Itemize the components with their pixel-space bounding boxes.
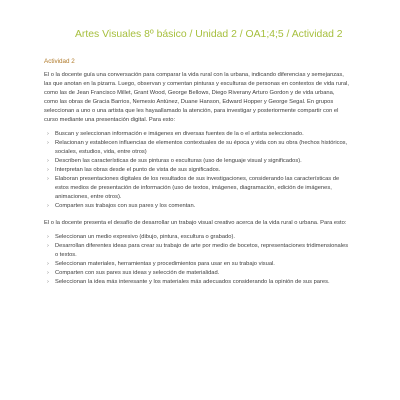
chevron-right-icon: › — [47, 176, 49, 183]
list-item — [44, 278, 350, 287]
list-item — [44, 157, 350, 166]
list-item — [44, 269, 350, 278]
list-item-text: Seleccionan la idea más interesante y los materiales más adecuados considerando la opinión de sus pares. — [55, 278, 330, 285]
chevron-right-icon: › — [47, 260, 49, 267]
list-item-text: Seleccionan un medio expresivo (dibujo, pintura, escultura o grabado). — [55, 233, 235, 240]
bullet-list-research — [44, 130, 350, 212]
list-item — [44, 233, 350, 242]
list-item-text: Desarrollan diferentes ideas para crear su trabajo de arte por medio de bocetos, representaciones tridimensionales o textos. — [55, 242, 349, 258]
list-item — [44, 166, 350, 175]
list-item-text: Interpretan las obras desde el punto de vista de sus significados. — [55, 166, 221, 173]
list-item — [44, 202, 350, 211]
chevron-right-icon: › — [47, 203, 49, 210]
list-item-text: Relacionan y establecen influencias de elementos contextuales de su época y vida con su obra (hechos históricos, sociales, estudios, vida, entre otros) — [55, 139, 348, 155]
challenge-paragraph: El o la docente presenta el desafío de desarrollar un trabajo visual creativo acerca de la vida rural o urbana. Para esto: — [44, 220, 347, 227]
chevron-right-icon: › — [47, 269, 49, 276]
chevron-right-icon: › — [47, 278, 49, 285]
chevron-right-icon: › — [47, 233, 49, 240]
bullet-list-creation — [44, 233, 350, 288]
list-item — [44, 260, 350, 269]
list-item-text: Describen las características de sus pinturas o esculturas (uso de lenguaje visual y significados). — [55, 157, 302, 164]
chevron-right-icon: › — [47, 157, 49, 164]
section-label: Actividad 2 — [44, 58, 75, 65]
list-item — [44, 242, 350, 260]
list-item-text: Elaboran presentaciones digitales de los resultados de sus investigaciones, considerando las características de estos medios de presentación de información (uso de textos, imágenes, diagramación, edición de imágenes, animaciones, entre otros). — [55, 176, 340, 201]
list-item-text: Buscan y seleccionan información e imágenes en diversas fuentes de la o el artista seleccionado. — [55, 130, 304, 137]
list-item — [44, 175, 350, 202]
chevron-right-icon: › — [47, 166, 49, 173]
list-item-text: Seleccionan materiales, herramientas y procedimientos para usar en su trabajo visual. — [55, 260, 275, 267]
list-item-text: Comparten sus trabajos con sus pares y los comentan. — [55, 203, 196, 210]
page-title: Artes Visuales 8º básico / Unidad 2 / OA1;4;5 / Actividad 2 — [75, 29, 343, 40]
list-item — [44, 130, 350, 139]
chevron-right-icon: › — [47, 242, 49, 249]
chevron-right-icon: › — [47, 139, 49, 146]
spacer — [44, 211, 350, 219]
list-item-text: Comparten con sus pares sus ideas y selección de materialidad. — [55, 269, 220, 276]
list-item — [44, 139, 350, 157]
chevron-right-icon: › — [47, 130, 49, 137]
intro-paragraph: El o la docente guía una conversación para comparar la vida rural con la urbana, indicando diferencias y semejanzas, las que anotan en la pizarra. Luego, observan y comentan pinturas y esculturas de personas en contextos de vida rural, como las de Jean Francisco Millet, Grant Wood, George Bellows, Diego Riverany Arturo Gordon y de vida urbana, como las obras de Gracia Barrios, Nemesio Antúnez, Duane Hanson, Edward Hopper y George Segal. En grupos seleccionan a uno o una artista que les hayaallamado la atención, para investigar y posteriormente compartir con el curso mediante una presentación digital. Para esto: — [44, 72, 349, 124]
